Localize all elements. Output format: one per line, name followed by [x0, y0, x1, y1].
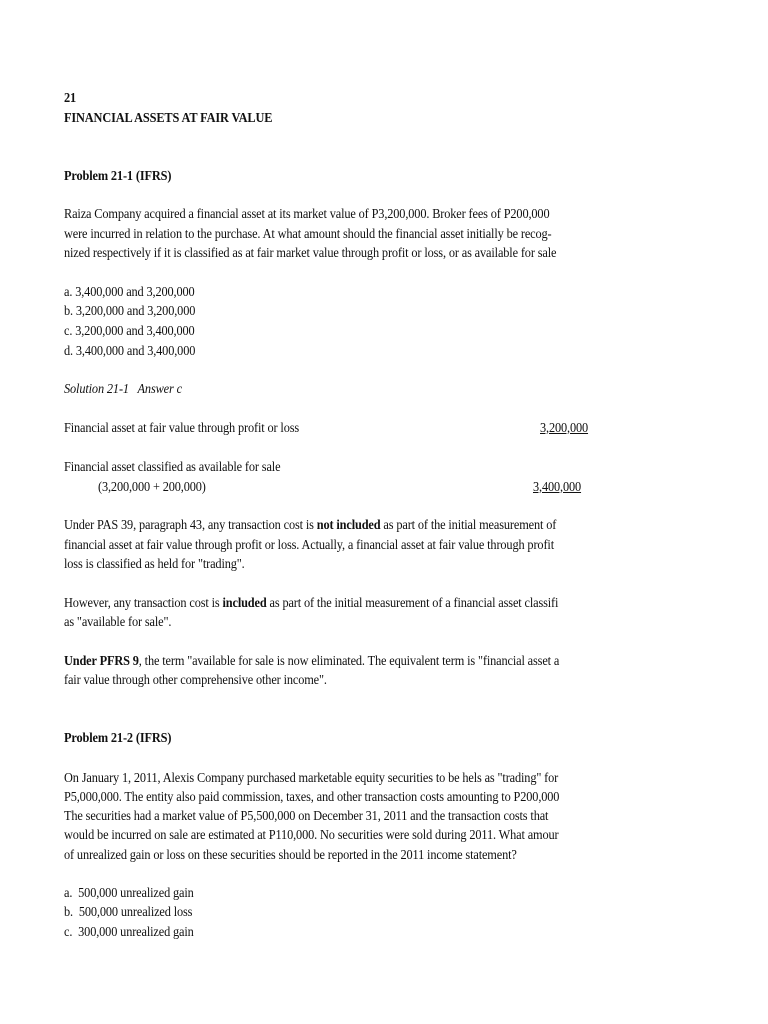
afs-computation: (3,200,000 + 200,000): [98, 479, 206, 494]
question-line: Raiza Company acquired a financial asset at its market value of P3,200,000. Broker fees of P200,000: [64, 206, 550, 221]
paragraph-line: [64, 653, 559, 669]
paragraph-text: Under PAS 39, paragraph 43, any transaction cost is: [64, 517, 317, 532]
question-line: P5,000,000. The entity also paid commission, taxes, and other transaction costs amounting to P200,000: [64, 789, 560, 804]
paragraph-line: [64, 595, 558, 611]
paragraph-text: as part of the initial measurement of: [380, 517, 557, 532]
afs-amount: 3,400,000: [533, 479, 582, 494]
question-line: were incurred in relation to the purchase. At what amount should the financial asset initially be recog-: [64, 226, 552, 241]
paragraph-text: , the term "available for sale is now eliminated. The equivalent term is "financial asset a: [138, 653, 560, 668]
question-line: nized respectively if it is classified as at fair market value through profit or loss, or as available for sale: [64, 245, 557, 260]
answer-choice: c. 3,200,000 and 3,400,000: [64, 323, 195, 338]
document-page: [64, 0, 636, 1024]
paragraph-line: as "available for sale".: [64, 614, 172, 629]
question-line: would be incurred on sale are estimated at P110,000. No securities were sold during 2011. What amour: [64, 827, 559, 842]
chapter-title: FINANCIAL ASSETS AT FAIR VALUE: [64, 110, 273, 125]
fvpl-label: Financial asset at fair value through profit or loss: [64, 420, 300, 435]
emphasis-text: included: [222, 595, 267, 610]
problem-heading: Problem 21-2 (IFRS): [64, 730, 172, 745]
problem-heading: Problem 21-1 (IFRS): [64, 168, 172, 183]
paragraph-text: as part of the initial measurement of a financial asset classifi: [266, 595, 559, 610]
emphasis-text: not included: [316, 517, 381, 532]
paragraph-line: fair value through other comprehensive other income".: [64, 672, 327, 687]
answer-choice: a. 500,000 unrealized gain: [64, 885, 194, 900]
paragraph-line: loss is classified as held for "trading".: [64, 556, 245, 571]
paragraph-text: However, any transaction cost is: [64, 595, 223, 610]
question-line: of unrealized gain or loss on these securities should be reported in the 2011 income statement?: [64, 847, 517, 862]
solution-label: Solution 21-1 Answer c: [64, 381, 182, 396]
fvpl-amount: 3,200,000: [540, 420, 589, 435]
question-line: The securities had a market value of P5,500,000 on December 31, 2011 and the transaction costs that: [64, 808, 549, 823]
answer-choice: b. 500,000 unrealized loss: [64, 904, 193, 919]
paragraph-line: financial asset at fair value through profit or loss. Actually, a financial asset at fair value through profit: [64, 537, 554, 552]
answer-choice: d. 3,400,000 and 3,400,000: [64, 343, 196, 358]
afs-label: Financial asset classified as available for sale: [64, 459, 281, 474]
answer-choice: c. 300,000 unrealized gain: [64, 924, 194, 939]
answer-choice: b. 3,200,000 and 3,200,000: [64, 303, 196, 318]
paragraph-line: [64, 517, 556, 533]
question-line: On January 1, 2011, Alexis Company purchased marketable equity securities to be hels as "trading" for: [64, 770, 559, 785]
chapter-number: 21: [64, 90, 77, 105]
answer-choice: a. 3,400,000 and 3,200,000: [64, 284, 195, 299]
emphasis-text: Under PFRS 9: [64, 653, 139, 668]
